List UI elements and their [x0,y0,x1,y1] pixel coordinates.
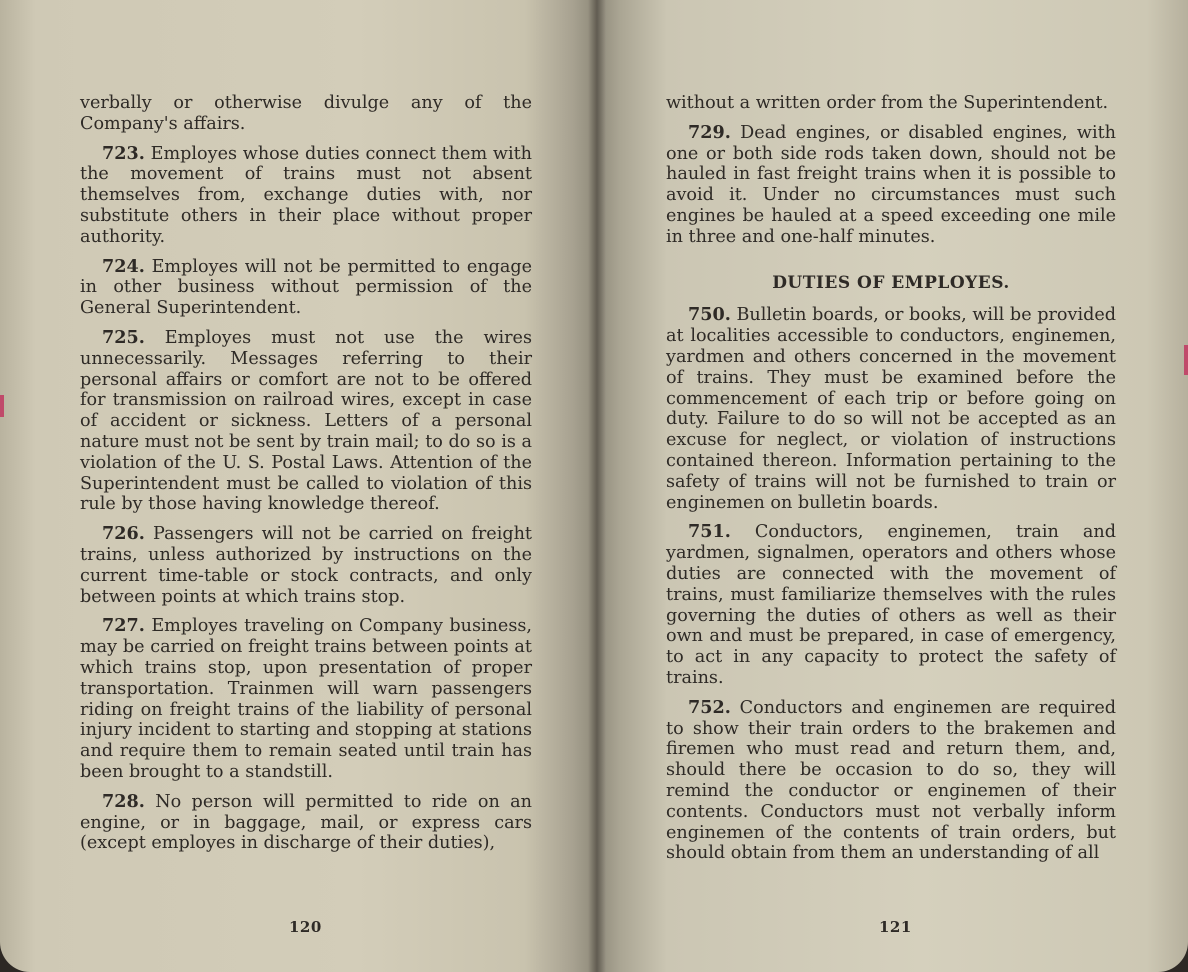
page-edge-mark [1184,345,1188,375]
left-text-column [80,93,532,863]
rule-724 [80,257,532,319]
rule-text: Employes must not use the wires unnecessarily. Messages referring to their personal affairs or comfort are not to be offered for transmission on railroad wires, except in case of accident or sickness. Letters of a personal nature must not be sent by train mail; to do so is a violation of the U. S. Postal Laws. Attention of the Superintendent must be called to violation of this rule by those having knowledge thereof. [80,327,532,515]
section-heading: DUTIES OF EMPLOYES. [772,272,1010,293]
book-gutter [588,0,606,972]
page-number: 120 [289,918,322,936]
rule-number: 723. [102,142,145,164]
rule-number: 727. [102,615,145,637]
rule-number: 751. [688,521,731,543]
rule-text: Employes will not be permitted to engage in other business without permission of the General Superintendent. [80,256,533,319]
rule-text: Dead engines, or disabled engines, with one or both side rods taken down, should not be hauled in fast freight trains when it is possible to avoid it. Under no circumstances must such engines be hauled at a speed exceeding one mile in three and one-half minutes. [666,122,1117,247]
rule-number: 750. [688,304,731,326]
rule-728 [80,792,532,854]
page-number: 121 [879,918,912,936]
rule-text: No person will permitted to ride on an engine, or in baggage, mail, or express cars (except employes in discharge of their duties), [80,791,532,854]
rule-text: Conductors and enginemen are required to show their train orders to the brakemen and firemen who must read and return them, and, should there be occasion to do so, they will remind the conductor or enginemen of their contents. Conductors must not verbally inform enginemen of the contents of train orders, but should obtain from them an understanding of all [666,697,1116,864]
rule-number: 729. [688,121,731,143]
rule-text: Conductors, enginemen, train and yardmen, signalmen, operators and others whose duties are connected with the movement of trains, must familiarize themselves with the rules governing the duties of others as well as their own and must be prepared, in case of emergency, to act in any capacity to protect the safety of trains. [666,522,1117,688]
rule-729 [666,123,1116,248]
continuation-text: verbally or otherwise divulge any of the Company's affairs. [80,93,532,134]
rule-number: 728. [102,790,145,812]
right-page [596,0,1188,972]
right-text-column [666,93,1116,873]
rule-number: 725. [102,326,145,348]
rule-725 [80,328,532,515]
rule-number: 726. [102,523,145,545]
rule-text: Employes traveling on Company business, may be carried on freight trains between points at which trains stop, upon presentation of proper transportation. Trainmen will warn passengers riding on freight trains of the liability of personal injury incident to starting and stopping at stations and require them to remain seated until train has been brought to a standstill. [80,616,532,782]
rule-727 [80,616,532,782]
rule-750 [666,305,1116,513]
rule-number: 752. [688,696,731,718]
rule-752 [666,698,1116,864]
rule-number: 724. [102,255,145,277]
rule-text: Bulletin boards, or books, will be provided at localities accessible to conductors, enginemen, yardmen and others concerned in the movement of trains. They must be examined before the commencement of each trip or before going on duty. Failure to do so will not be accepted as an excuse for neglect, or violation of instructions contained thereon. Information pertaining to the safety of trains will not be furnished to train or enginemen on bulletin boards. [666,305,1117,513]
rule-751 [666,522,1116,688]
rule-726 [80,524,532,607]
rule-723 [80,144,532,248]
rule-text: Employes whose duties connect them with the movement of trains must not absent themselves from, exchange duties with, nor substitute others in their place without proper authority. [80,143,532,247]
rule-text: Passengers will not be carried on freight trains, unless authorized by instructions on the current time-table or stock contracts, and only between points at which trains stop. [80,524,532,607]
page-edge-mark [0,395,4,417]
continuation-text: without a written order from the Superintendent. [666,93,1109,113]
